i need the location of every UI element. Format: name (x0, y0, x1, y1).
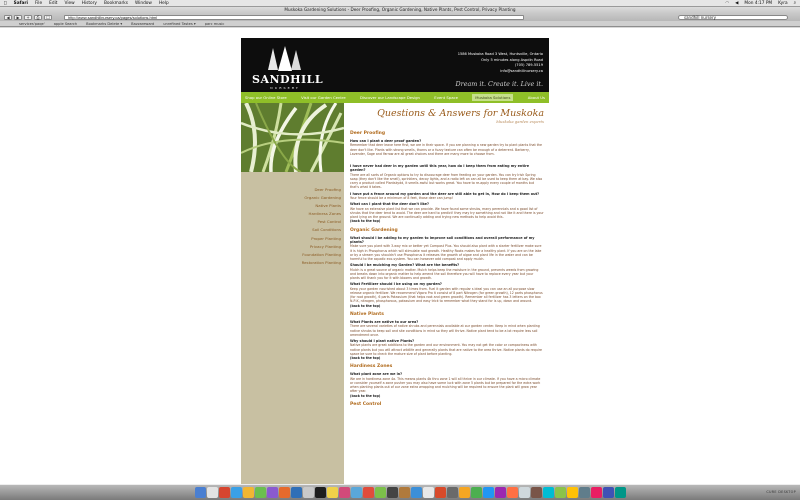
print-button[interactable]: ⎙ (34, 15, 42, 20)
app-menu[interactable]: Safari (11, 1, 26, 6)
dock-app-icon[interactable] (303, 487, 314, 498)
sidebar-item-pest-control[interactable]: Pest Control (317, 219, 341, 225)
dock-app-icon[interactable] (567, 487, 578, 498)
bookmark-item[interactable]: services'paqe' (19, 22, 45, 26)
solutions-sidebar (241, 172, 344, 484)
main-content (344, 103, 549, 484)
dock-app-icon[interactable] (495, 487, 506, 498)
back-to-top-link[interactable]: (back to the top) (350, 355, 381, 360)
sidebar-item-privacy-planting[interactable]: Privacy Planting (309, 243, 341, 249)
dock-app-icon[interactable] (219, 487, 230, 498)
answer: Make sure you plant with 3-way mix or better yet Compost Plus. You should also plant with a starter fertilizer make sure it is high in Phosphorus which will stimulate root growth. Healthy Roots makes for a healthy plant. If you are on the lake or by a stream you shouldn't use Phosphorus it releases the growth of algae and plant life in the water and can be harmful to the aquatic eco-system. You can however add compost and apply mulch. (350, 244, 542, 262)
dock-app-icon[interactable] (459, 487, 470, 498)
answer: Remember that deer leave here first, we are in their space. If you are planning a new garden try to plant plants that the deer don't like. Plants with strong smells, thorns or a fuzzy texture can often be enough of a deterrent. Barberry, Lavender, Sage and Yarrow are all great choices and there are many more to choose from. (350, 143, 542, 156)
new-tab-button[interactable]: + (24, 15, 32, 20)
sidebar-item-hardiness-zones[interactable]: Hardiness Zones (308, 211, 341, 217)
answer: There are several varieties of native shrubs and perennials available at our garden center. Keep in mind when planting native shrubs to keep soil and site conditions in mind so they will thrive. Native plant tend to be a lot require less soil amendment once. (350, 324, 540, 337)
question: Should I be mulching my Garden? What are the benefits? (350, 263, 460, 268)
dock-app-icon[interactable] (531, 487, 542, 498)
dock-app-icon[interactable] (543, 487, 554, 498)
phone: (705) 789-5519 (514, 63, 543, 67)
sidebar-item-native-plants[interactable]: Native Plants (315, 203, 341, 209)
volume-icon[interactable]: ◀ (735, 1, 739, 6)
mac-dock (0, 484, 800, 500)
dock-app-icon[interactable] (351, 487, 362, 498)
site-header (241, 38, 549, 92)
dock-app-icon[interactable] (375, 487, 386, 498)
bookmark-item[interactable]: Bazzareward (131, 22, 155, 26)
web-content (0, 28, 800, 484)
dock-app-icon[interactable] (507, 487, 518, 498)
desktop-credit: CURE DESKTOP (766, 490, 796, 494)
nav-landscape-design[interactable]: Discover our Landscape Design (360, 95, 420, 100)
mac-menubar (0, 0, 800, 7)
section-heading: Hardiness Zones (350, 364, 393, 370)
answer: Keep your garden nourished about 3 times from. Fuel it garden with regular s ideal you can use an all purpose slow release organic fertilizer. We recommend Vigoro Pro it consist of 8 part Nitrogen (for green growth), 12 parts phosphorus (for root growth), 6 parts Potassium (that helps root and green growth). Remember all fertilizer has 3 letters on the box N-P-K, nitrogen, phosphorous, potassium and easy trick to remember what they stand for is up, down and around. (350, 286, 543, 304)
section-heading: Native Plants (350, 311, 384, 317)
dock-app-icon[interactable] (387, 487, 398, 498)
dock-app-icon[interactable] (435, 487, 446, 498)
sidebar-item-proper-planting[interactable]: Proper Planting (311, 235, 341, 241)
nav-garden-centre[interactable]: Visit our Garden Centre (301, 95, 346, 100)
search-input[interactable]: sandhill nursery (678, 15, 788, 20)
tagline: Dream it. Create it. Live it. (455, 80, 543, 88)
logo-name: SANDHILL (252, 73, 324, 86)
bookmarks-bar (0, 21, 800, 27)
section-heading: Deer Proofing (350, 131, 386, 136)
main-nav (241, 92, 549, 103)
hero-grass-image (241, 103, 344, 172)
dock-app-icon[interactable] (579, 487, 590, 498)
answer: We are in hardiness zone 4a. This means plants 4b thru zone 1 will all thrive in our climate. If you have a micro climate or consider yourself a zone pusher you may also have some luck with zone 5 plants but be prepared for the extra work when planting plants out of our zone extra wrapping and mulching will be required to ensure the plant will grow year after year. (350, 376, 541, 394)
spotlight-icon[interactable]: ⌕ (793, 1, 796, 6)
question: What Fertilizer should I be using on my garden? (350, 282, 442, 287)
dock-app-icon[interactable] (255, 487, 266, 498)
dock-app-icon[interactable] (483, 487, 494, 498)
email-link[interactable]: info@sandhillnursery.ca (500, 68, 543, 73)
grass-photo (241, 103, 344, 172)
dock-app-icon[interactable] (267, 487, 278, 498)
page-title: Questions & Answers for Muskoka (377, 108, 544, 119)
question: I have never had deer in my garden until this year, how do I keep them from eating my entire garden? (350, 164, 530, 173)
question: Why should I plant native Plants? (350, 338, 415, 343)
back-button[interactable]: ◀ (4, 15, 12, 20)
dock-app-icon[interactable] (315, 487, 326, 498)
back-to-top-link[interactable]: (back to the top) (350, 219, 381, 224)
question: I have put a fence around my garden and the deer are still able to get in, How do I keep them out? (350, 191, 540, 196)
dock-app-icon[interactable] (243, 487, 254, 498)
nav-muskoka-solutions[interactable]: Muskoka Solutions (472, 94, 513, 101)
dock-app-icon[interactable] (423, 487, 434, 498)
address-line: Only 5 minutes along Aspdin Road (481, 57, 543, 62)
browser-toolbar (0, 13, 800, 21)
dock-app-icon[interactable] (195, 487, 206, 498)
forward-button[interactable]: ▶ (14, 15, 22, 20)
sandhill-page (241, 38, 549, 484)
bookmark-button[interactable]: ☐ (44, 15, 52, 20)
menu-bookmarks[interactable]: Bookmarks (101, 1, 126, 6)
window-title: Muskoka Gardening Solutions - Deer Proofing, Organic Gardening, Native Plants, Pest Control, Privacy Planting (0, 7, 800, 13)
dock-app-icon[interactable] (615, 487, 626, 498)
back-to-top-link[interactable]: (back to the top) (350, 393, 381, 398)
dock-app-icon[interactable] (411, 487, 422, 498)
dock-app-icon[interactable] (363, 487, 374, 498)
menu-file[interactable]: File (32, 1, 40, 6)
sidebar-item-deer-proofing[interactable]: Deer Proofing (314, 187, 341, 192)
sidebar-item-foundation-planting[interactable]: Foundation Planting (302, 251, 341, 257)
answer: We have an extensive plant list that we can provide. We have found some shrubs, many perennials and a good list of shrubs that the deer tend to avoid. The deer are hard to predict! they may try something and not like it and there is your plant lying on the ground. We are continually adding and trying new methods to help avoid this. (350, 206, 544, 220)
sandhill-logo[interactable] (252, 46, 324, 90)
question: What plant zone are we in? (350, 372, 403, 377)
address-bar[interactable]: http://www.sandhillnursery.ca/pages/solutions.html (64, 15, 524, 20)
logo-sub: NURSERY (270, 86, 300, 90)
sidebar-item-soil-conditions[interactable]: Soil Conditions (312, 227, 341, 233)
dock-app-icon[interactable] (471, 487, 482, 498)
back-to-top-link[interactable]: (back to the top) (350, 303, 381, 308)
contact-address (458, 52, 543, 74)
question: What should I be adding to my garden to improve soil conditions and overall performance of my plants? (350, 235, 535, 245)
dock-app-icon[interactable] (447, 487, 458, 498)
bookmark-item[interactable]: unrefined Tastes ▾ (163, 22, 196, 26)
dock-app-icon[interactable] (291, 487, 302, 498)
menu-window[interactable]: Window (132, 1, 150, 6)
pine-trees-icon (265, 46, 305, 72)
dock-app-icon[interactable] (603, 487, 614, 498)
bookmark-item[interactable]: apple Search (53, 22, 78, 26)
dock-app-icon[interactable] (207, 487, 218, 498)
address-line: 1586 Muskoka Road 3 West, Huntsville, Ontario (457, 52, 543, 56)
answer: There are all sorts of Organic options to try to discourage deer from feeding on your garden. You can try Irish Spring soap (they don't like the smell), sprinklers, decoy lights, and a radio left on can all be used to keep them at bay. We also carry a product called Plantskydd, it smells awful but works great. You have to re-apply every couple of months but that's what it takes. (350, 172, 543, 190)
dock-app-icon[interactable] (327, 487, 338, 498)
user-menu[interactable]: Kyra (778, 1, 788, 6)
nav-online-store[interactable]: Shop our Online Store (245, 95, 287, 100)
wifi-icon[interactable]: ◠ (725, 1, 730, 6)
clock[interactable]: Mon 4:17 PM (744, 1, 773, 6)
answer: Your fence should be a minimum of 8 feet, those deer can jump! (350, 196, 453, 201)
dock-app-icon[interactable] (555, 487, 566, 498)
nav-about-us[interactable]: About Us (527, 95, 545, 100)
menu-history[interactable]: History (79, 1, 95, 6)
bookmark-item[interactable]: Bookmarks Delete ▾ (86, 22, 123, 26)
question: What can I plant that the deer don't like? (350, 202, 429, 207)
dock-app-icon[interactable] (591, 487, 602, 498)
page-subtitle: Muskoka garden experts (496, 119, 544, 124)
section-heading: Organic Gardening (350, 227, 398, 233)
dock-app-icon[interactable] (519, 487, 530, 498)
answer: Mulch is a great source of organic matter. Mulch helps keep the moisture in the ground, prevents weeds from growing and breaks down into organic matter to help amend the soil therefore you will have to replace every year but your plants will thank you for it with blooms and growth. (350, 267, 539, 281)
sidebar-item-organic-gardening[interactable]: Organic Gardening (304, 195, 341, 201)
section-heading: Pest Control (350, 402, 382, 407)
menu-help[interactable]: Help (156, 1, 167, 6)
nav-event-space[interactable]: Event Space (434, 95, 458, 100)
bookmark-item[interactable]: parc music (204, 22, 225, 26)
question: How can I plant a deer proof garden? (350, 139, 422, 143)
question: What Plants are native to our area? (350, 319, 419, 324)
apple-menu-icon[interactable] (4, 0, 7, 7)
dock-app-icon[interactable] (339, 487, 350, 498)
dock-app-icon[interactable] (399, 487, 410, 498)
dock-app-icon[interactable] (231, 487, 242, 498)
menu-edit[interactable]: Edit (46, 1, 55, 6)
sidebar-item-restoration-planting[interactable]: Restoration Planting (301, 259, 341, 265)
dock-app-icon[interactable] (279, 487, 290, 498)
menu-view[interactable]: View (61, 1, 73, 6)
answer: Native plants are great additions to the garden and our environment. You may not get the color or compactness with native plants but you will attract wildlife and generally plants that are native to the area thrive. Native plants do require space be sure to check the mature size of plant before planting. (350, 343, 542, 356)
